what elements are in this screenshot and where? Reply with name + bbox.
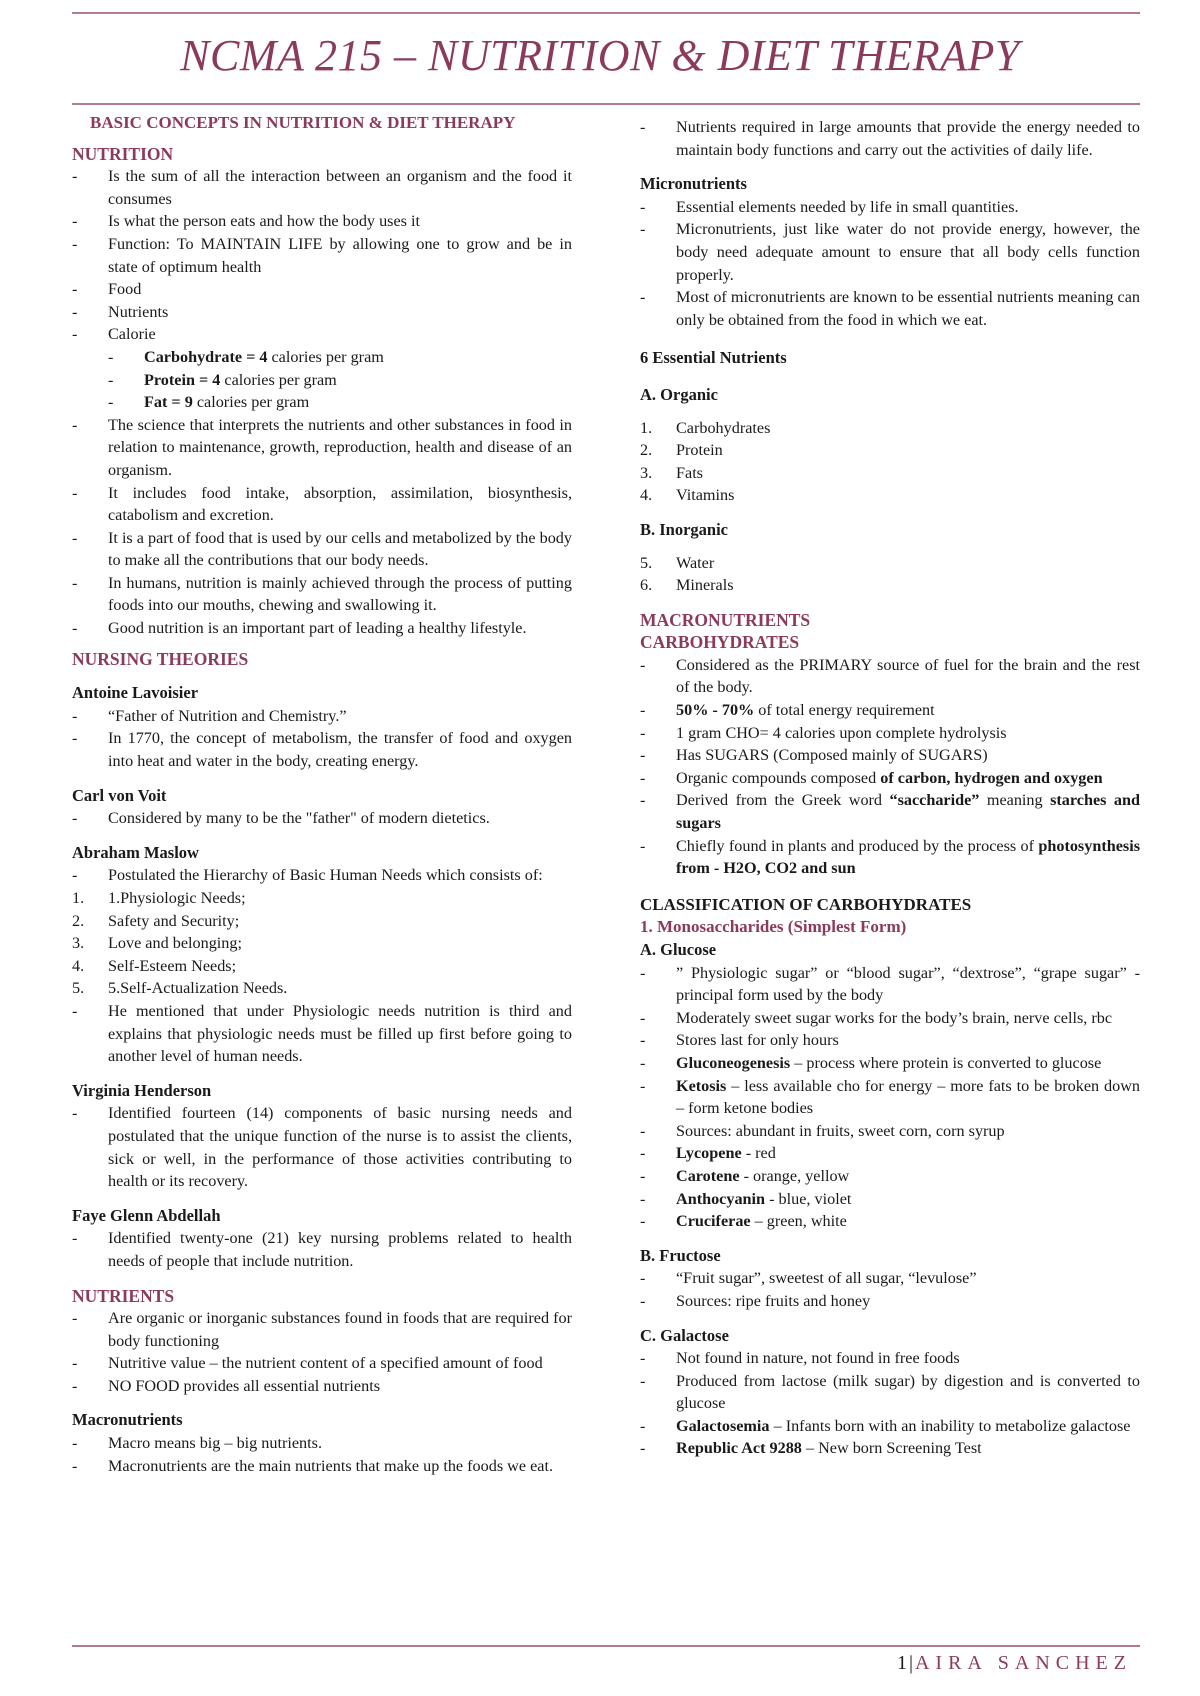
footer-separator: | — [908, 1652, 915, 1674]
list-item: - Good nutrition is an important part of leading a healthy lifestyle. — [72, 619, 527, 638]
list-item: - Considered by many to be the "father" of modern dietetics. — [72, 809, 490, 828]
list-item: - “Father of Nutrition and Chemistry.” — [72, 706, 347, 725]
list-item: - Nutrients — [72, 302, 169, 321]
list-item: - Organic compounds composed of carbon, hydrogen and oxygen — [640, 768, 1103, 787]
list-item: - Identified fourteen (14) components of basic nursing needs and postulated that the unique function of the nurse is to assist the clients, sick or well, in the performance of those activities contributing to health or its recovery. — [72, 1104, 572, 1191]
list-item: - Sources: abundant in fruits, sweet corn, corn syrup — [640, 1121, 1005, 1140]
calorie-item: - Fat = 9 calories per gram — [108, 393, 310, 412]
numbered-item: 3. Love and belonging; — [72, 934, 242, 953]
list-item: - Most of micronutrients are known to be essential nutrients meaning can only be obtained from the food in which we eat. — [640, 288, 1140, 329]
macronutrients-heading: MACRONUTRIENTS — [640, 609, 811, 630]
list-item: - Cruciferae – green, white — [640, 1212, 847, 1231]
list-item: - Galactosemia – Infants born with an inability to metabolize galactose — [640, 1416, 1131, 1435]
list-item: - Moderately sweet sugar works for the body’s brain, nerve cells, rbc — [640, 1008, 1113, 1027]
micronutrients-heading: Micronutrients — [640, 174, 747, 194]
classification-heading: CLASSIFICATION OF CARBOHYDRATES — [640, 894, 972, 914]
nutrition-heading: NUTRITION — [72, 143, 174, 164]
left-column — [72, 112, 572, 1477]
list-item: - Ketosis – less available cho for energy – more fats to be broken down – form ketone bodies — [640, 1076, 1140, 1118]
monosaccharides-heading: 1. Monosaccharides (Simplest Form) — [640, 917, 907, 937]
list-item: - Sources: ripe fruits and honey — [640, 1291, 871, 1310]
calorie-item: - Carbohydrate = 4 calories per gram — [108, 347, 384, 366]
top-rule — [72, 12, 1140, 14]
list-item: - Lycopene - red — [640, 1144, 776, 1163]
numbered-item: 3. Fats — [640, 463, 703, 482]
list-item: - He mentioned that under Physiologic needs nutrition is third and explains that physiologic needs must be filled up first before going to another level of human needs. — [72, 1001, 572, 1066]
list-item: - The science that interprets the nutrients and other substances in food in relation to maintenance, growth, reproduction, health and disease of an organism. — [72, 415, 572, 479]
list-item: - ” Physiologic sugar” or “blood sugar”, “dextrose”, “grape sugar” - principal form used by the body — [640, 963, 1140, 1005]
list-item: - Is the sum of all the interaction between an organism and the food it consumes — [72, 167, 572, 208]
essential-nutrients-heading: 6 Essential Nutrients — [640, 348, 787, 368]
list-item: - Nutritive value – the nutrient content of a specified amount of food — [72, 1354, 543, 1373]
list-item: - “Fruit sugar”, sweetest of all sugar, “levulose” — [640, 1269, 977, 1288]
list-item: - Stores last for only hours — [640, 1031, 839, 1050]
list-item: - Is what the person eats and how the body uses it — [72, 212, 420, 231]
list-item: - Gluconeogenesis – process where protein is converted to glucose — [640, 1053, 1102, 1072]
list-item: - 1 gram CHO= 4 calories upon complete hydrolysis — [640, 723, 1007, 742]
list-item: - Macro means big – big nutrients. — [72, 1434, 322, 1453]
list-item: - Republic Act 9288 – New born Screening Test — [640, 1439, 982, 1458]
macronutrients-subheading: Macronutrients — [72, 1410, 183, 1430]
title-rule — [72, 103, 1140, 105]
list-item: - Not found in nature, not found in free foods — [640, 1349, 960, 1368]
theorist-name: Faye Glenn Abdellah — [72, 1205, 221, 1225]
document-title: NCMA 215 – NUTRITION & DIET THERAPY — [180, 31, 1020, 80]
list-item: - Identified twenty-one (21) key nursing problems related to health needs of people that include nutrition. — [72, 1229, 572, 1270]
numbered-item: 2. Protein — [640, 441, 723, 460]
list-item: - In 1770, the concept of metabolism, the transfer of food and oxygen into heat and water in the body, creating energy. — [72, 729, 572, 771]
organic-heading: A. Organic — [640, 384, 718, 404]
main-heading: BASIC CONCEPTS IN NUTRITION & DIET THERAPY — [90, 113, 516, 132]
list-item: - NO FOOD provides all essential nutrients — [72, 1376, 381, 1395]
list-item: - Calorie — [72, 325, 156, 344]
fructose-heading: B. Fructose — [640, 1245, 721, 1265]
list-item: - Postulated the Hierarchy of Basic Human Needs which consists of: — [72, 866, 543, 885]
carbohydrates-heading: CARBOHYDRATES — [640, 632, 800, 653]
numbered-item: 5. Water — [640, 553, 715, 572]
list-item: - Chiefly found in plants and produced by the process of photosynthesis from - H2O, CO2 and sun — [640, 836, 1140, 878]
list-item: - Macronutrients are the main nutrients that make up the foods we eat. — [72, 1456, 554, 1475]
list-item: - Micronutrients, just like water do not provide energy, however, the body need adequate amount to ensure that all body cells function properly. — [640, 220, 1140, 284]
list-item: - Nutrients required in large amounts that provide the energy needed to maintain body functions and carry out the activities of daily life. — [640, 118, 1140, 159]
page-number: 1 — [896, 1652, 909, 1674]
galactose-heading: C. Galactose — [640, 1325, 729, 1345]
list-item: - Produced from lactose (milk sugar) by digestion and is converted to glucose — [640, 1371, 1140, 1413]
list-item: - Food — [72, 280, 142, 299]
list-item: - Anthocyanin - blue, violet — [640, 1189, 852, 1208]
numbered-item: 5. 5.Self-Actualization Needs. — [72, 979, 288, 998]
list-item: - Essential elements needed by life in small quantities. — [640, 197, 1019, 216]
numbered-item: 4. Vitamins — [640, 486, 735, 505]
page-footer — [897, 1652, 1132, 1675]
list-item: - Derived from the Greek word “saccharide” meaning starches and sugars — [640, 791, 1140, 833]
list-item: - Function: To MAINTAIN LIFE by allowing one to grow and be in state of optimum health — [72, 234, 572, 276]
numbered-item: 6. Minerals — [640, 576, 734, 595]
list-item: - Has SUGARS (Composed mainly of SUGARS) — [640, 746, 988, 765]
list-item: - Carotene - orange, yellow — [640, 1166, 850, 1185]
list-item: - It includes food intake, absorption, assimilation, biosynthesis, catabolism and excretion. — [72, 483, 572, 525]
numbered-item: 1. 1.Physiologic Needs; — [72, 889, 246, 907]
numbered-item: 4. Self-Esteem Needs; — [72, 956, 237, 975]
theorist-name: Carl von Voit — [72, 785, 167, 805]
numbered-item: 2. Safety and Security; — [72, 911, 240, 930]
nutrition-list — [72, 165, 572, 639]
nursing-theories-heading: NURSING THEORIES — [72, 648, 249, 669]
list-item: - 50% - 70% of total energy requirement — [640, 701, 935, 720]
nutrients-heading: NUTRIENTS — [72, 1285, 175, 1306]
inorganic-heading: B. Inorganic — [640, 519, 729, 539]
footer-author: AIRA SANCHEZ — [914, 1652, 1132, 1674]
theorist-name: Virginia Henderson — [72, 1080, 212, 1100]
footer-rule — [72, 1645, 1140, 1647]
right-column — [640, 116, 1140, 1460]
list-item: - In humans, nutrition is mainly achieved through the process of putting foods into our mouths, chewing and swallowing it. — [72, 573, 572, 615]
glucose-heading: A. Glucose — [640, 940, 717, 959]
list-item: - It is a part of food that is used by our cells and metabolized by the body to make all the contributions that our body needs. — [72, 528, 572, 570]
numbered-item: 1. Carbohydrates — [640, 418, 771, 437]
theorist-name: Abraham Maslow — [72, 842, 199, 862]
list-item: - Are organic or inorganic substances found in foods that are required for body functioning — [72, 1309, 572, 1350]
theorist-name: Antoine Lavoisier — [72, 683, 199, 703]
calorie-item: - Protein = 4 calories per gram — [108, 370, 337, 389]
list-item: - Considered as the PRIMARY source of fuel for the brain and the rest of the body. — [640, 655, 1140, 697]
